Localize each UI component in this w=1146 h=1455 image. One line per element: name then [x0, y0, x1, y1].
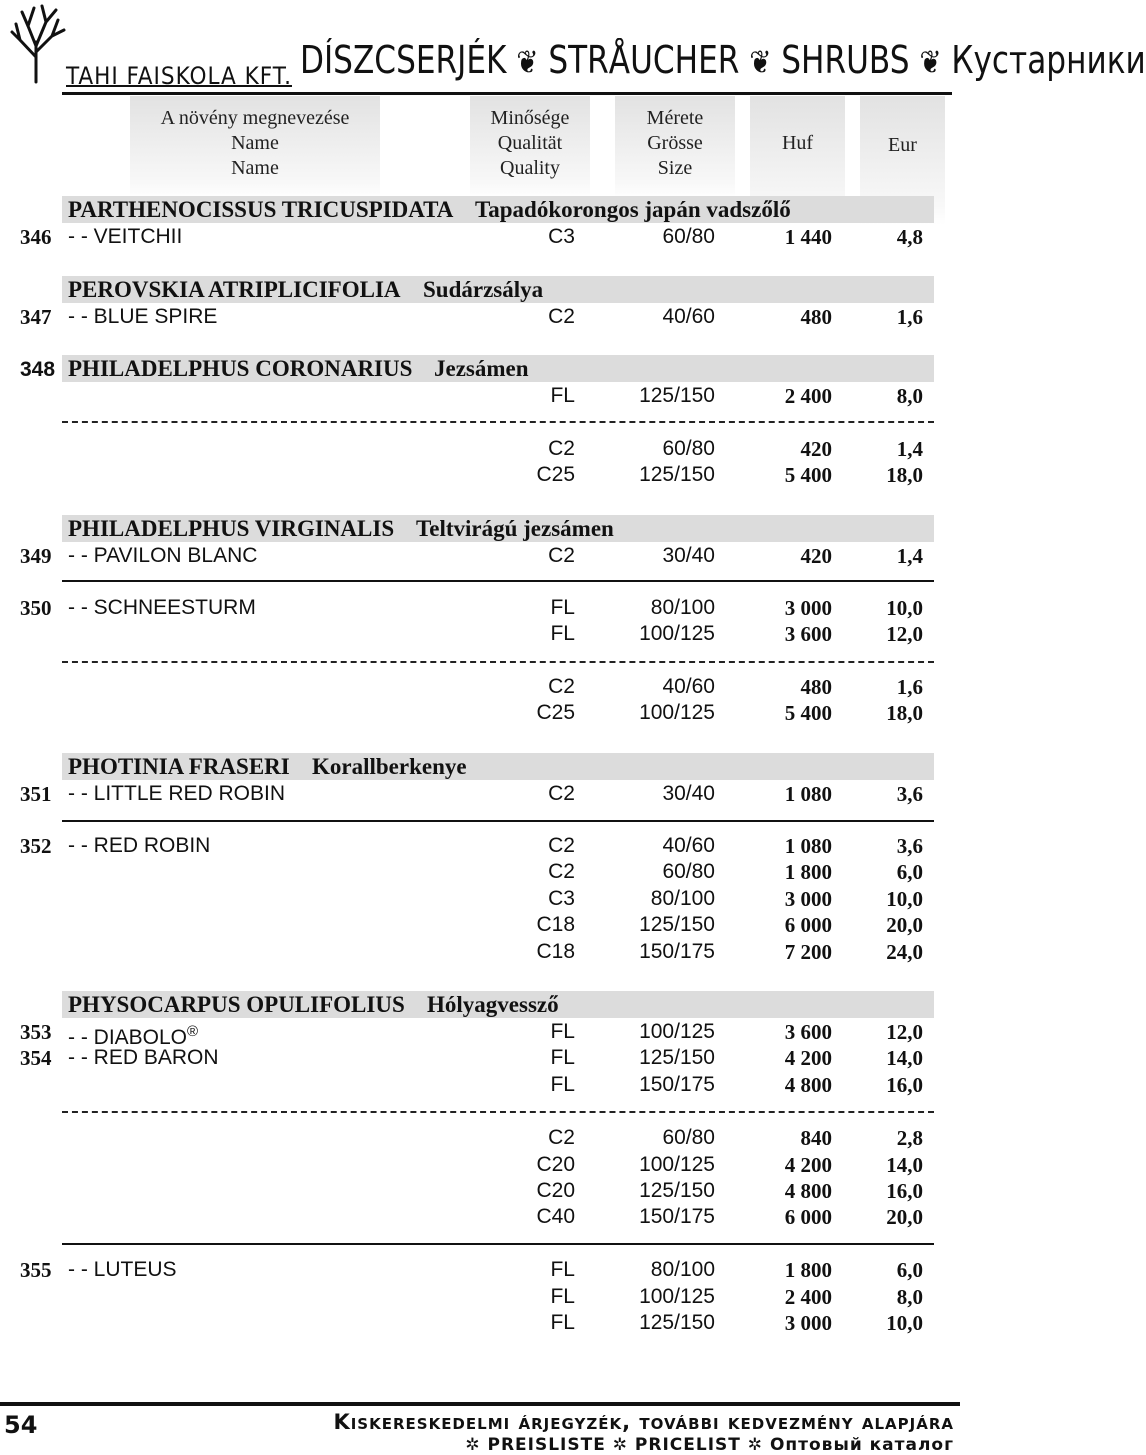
col-name-en: Name: [231, 157, 279, 179]
quality-cell: FL: [550, 596, 575, 619]
price-eur-cell: 20,0: [886, 913, 923, 937]
species-hungarian-name: Teltvirágú jezsámen: [416, 516, 614, 541]
tree-ornament-icon: ❦: [749, 43, 772, 81]
table-row: [0, 886, 960, 912]
table-row: [0, 595, 960, 621]
price-eur-cell: 12,0: [886, 1020, 923, 1044]
quality-cell: C25: [536, 463, 575, 486]
row-separator: [62, 820, 934, 822]
price-eur-cell: 14,0: [886, 1046, 923, 1070]
price-huf-cell: 3 600: [784, 1020, 832, 1044]
cultivar-name: [68, 1045, 219, 1071]
table-row: [0, 1152, 960, 1178]
quality-cell: C2: [548, 305, 575, 328]
size-cell: 60/80: [662, 437, 715, 460]
table-row: [0, 1204, 960, 1230]
price-huf-cell: 1 800: [784, 860, 832, 884]
table-row: [0, 1257, 960, 1283]
title-ru: Кустарники: [951, 38, 1146, 82]
cultivar-name: [68, 224, 182, 250]
species-header-row: [0, 277, 960, 303]
header-rule: [62, 92, 952, 95]
species-hungarian-name: Korallberkenye: [312, 754, 467, 779]
species-latin-name: PHOTINIA FRASERI: [68, 754, 290, 779]
price-huf-cell: 480: [800, 305, 832, 329]
quality-cell: C2: [548, 1126, 575, 1149]
table-row: [0, 1072, 960, 1098]
quality-cell: C40: [536, 1205, 575, 1228]
cultivar-name-text: - - DIABOLO: [68, 1026, 188, 1049]
cultivar-name-text: - - LUTEUS: [68, 1258, 177, 1281]
col-name-hu: A növény megnevezése: [160, 107, 350, 129]
species-latin-name: PHILADELPHUS CORONARIUS: [68, 356, 413, 381]
item-number: 348: [20, 358, 56, 381]
col-quality-hu: Minősége: [490, 107, 570, 129]
item-number: 347: [20, 305, 52, 329]
quality-cell: FL: [550, 384, 575, 407]
size-cell: 125/150: [639, 1311, 715, 1334]
col-size-hu: Mérete: [646, 107, 704, 129]
price-huf-cell: 1 800: [784, 1258, 832, 1282]
table-row: [0, 1019, 960, 1049]
price-eur-cell: 2,8: [896, 1126, 923, 1150]
cultivar-name-text: - - RED BARON: [68, 1046, 219, 1069]
price-huf-cell: 3 600: [784, 622, 832, 646]
price-huf-cell: 3 000: [784, 1311, 832, 1335]
cultivar-name: [68, 543, 257, 569]
quality-cell: C20: [536, 1153, 575, 1176]
col-header-size: [615, 96, 735, 198]
table-row: [0, 1310, 960, 1336]
price-eur-cell: 16,0: [886, 1179, 923, 1203]
size-cell: 40/60: [662, 305, 715, 328]
registered-mark: ®: [187, 1023, 199, 1040]
price-eur-cell: 10,0: [886, 596, 923, 620]
table-row: [0, 833, 960, 859]
species-hungarian-name: Tapadókorongos japán vadszőlő: [475, 197, 791, 222]
species-latin-name: PHILADELPHUS VIRGINALIS: [68, 516, 395, 541]
price-huf-cell: 5 400: [784, 463, 832, 487]
price-eur-cell: 6,0: [896, 860, 923, 884]
price-huf-cell: 4 800: [784, 1073, 832, 1097]
size-cell: 150/175: [639, 1205, 715, 1228]
table-row: [0, 939, 960, 965]
col-quality-de: Qualität: [497, 132, 563, 154]
table-row: [0, 383, 960, 409]
size-cell: 80/100: [650, 887, 715, 910]
cultivar-name-text: - - RED ROBIN: [68, 834, 211, 857]
species-header-row: [0, 197, 960, 223]
size-cell: 125/150: [639, 384, 715, 407]
price-eur-cell: 1,4: [896, 544, 923, 568]
quality-cell: C18: [536, 940, 575, 963]
table-row: [0, 781, 960, 807]
cultivar-name: [68, 1257, 177, 1283]
dashed-separator: [62, 421, 934, 423]
price-huf-cell: 4 800: [784, 1179, 832, 1203]
quality-cell: C2: [548, 860, 575, 883]
item-number: 355: [20, 1258, 52, 1282]
item-number: 351: [20, 782, 52, 806]
item-number: 352: [20, 834, 52, 858]
table-row: [0, 674, 960, 700]
cultivar-name-text: - - BLUE SPIRE: [68, 305, 218, 328]
species-header-row: [0, 356, 960, 382]
tree-ornament-icon: ❦: [919, 43, 942, 81]
price-eur-cell: 1,4: [896, 437, 923, 461]
size-cell: 30/40: [662, 782, 715, 805]
col-size-en: Size: [657, 157, 693, 179]
price-eur-cell: 4,8: [896, 225, 923, 249]
table-row: [0, 1045, 960, 1071]
col-name-de: Name: [231, 132, 279, 154]
quality-cell: C3: [548, 887, 575, 910]
col-header-name: [130, 96, 380, 198]
price-huf-cell: 5 400: [784, 701, 832, 725]
species-header-row: [0, 516, 960, 542]
size-cell: 150/175: [639, 1073, 715, 1096]
quality-cell: FL: [550, 1285, 575, 1308]
species-hungarian-name: Sudárzsálya: [423, 277, 544, 302]
page-number: 54: [4, 1411, 38, 1439]
col-header-quality: [470, 96, 590, 198]
table-row: [0, 1125, 960, 1151]
size-cell: 125/150: [639, 1046, 715, 1069]
table-row: [0, 304, 960, 330]
footer-pricelist-languages: ✲ PREISLISTE ✲ PRICELIST ✲ Оптовый каталог: [465, 1435, 954, 1455]
price-huf-cell: 2 400: [784, 384, 832, 408]
size-cell: 125/150: [639, 463, 715, 486]
table-row: [0, 1178, 960, 1204]
size-cell: 60/80: [662, 1126, 715, 1149]
price-eur-cell: 24,0: [886, 940, 923, 964]
price-huf-cell: 420: [800, 437, 832, 461]
size-cell: 60/80: [662, 860, 715, 883]
price-huf-cell: 1 440: [784, 225, 832, 249]
logo: [6, 2, 70, 82]
size-cell: 100/125: [639, 622, 715, 645]
size-cell: 100/125: [639, 1285, 715, 1308]
footer-pricelist-note: Kiskereskedelmi árjegyzék, további kedvezmény alapjára: [333, 1410, 954, 1434]
species-latin-name: PEROVSKIA ATRIPLICIFOLIA: [68, 277, 401, 302]
table-row: [0, 912, 960, 938]
quality-cell: C18: [536, 913, 575, 936]
title-en: SHRUBS: [781, 38, 910, 82]
dashed-separator: [62, 661, 934, 663]
table-row: [0, 462, 960, 488]
tree-icon: [6, 2, 70, 82]
quality-cell: FL: [550, 622, 575, 645]
quality-cell: C2: [548, 675, 575, 698]
price-eur-cell: 10,0: [886, 1311, 923, 1335]
species-hungarian-name: Jezsámen: [434, 356, 529, 381]
quality-cell: C2: [548, 782, 575, 805]
quality-cell: FL: [550, 1073, 575, 1096]
size-cell: 80/100: [650, 1258, 715, 1281]
size-cell: 100/125: [639, 1153, 715, 1176]
price-eur-cell: 18,0: [886, 701, 923, 725]
cultivar-name: [68, 781, 285, 807]
species-latin-name: PHYSOCARPUS OPULIFOLIUS: [68, 992, 405, 1017]
col-quality-en: Quality: [500, 157, 560, 179]
price-huf-cell: 6 000: [784, 913, 832, 937]
price-huf-cell: 2 400: [784, 1285, 832, 1309]
row-separator: [62, 1243, 934, 1245]
price-eur-cell: 1,6: [896, 675, 923, 699]
species-header-row: [0, 992, 960, 1018]
quality-cell: C25: [536, 701, 575, 724]
cultivar-name: [68, 833, 210, 859]
price-huf-cell: 3 000: [784, 887, 832, 911]
price-huf-cell: 4 200: [784, 1046, 832, 1070]
size-cell: 40/60: [662, 834, 715, 857]
item-number: 346: [20, 225, 52, 249]
size-cell: 150/175: [639, 940, 715, 963]
col-huf: Huf: [781, 132, 814, 154]
size-cell: 80/100: [650, 596, 715, 619]
price-huf-cell: 480: [800, 675, 832, 699]
species-hungarian-name: Hólyagvessző: [427, 992, 559, 1017]
title-de: STRÅUCHER: [548, 38, 740, 82]
quality-cell: C2: [548, 544, 575, 567]
price-huf-cell: 6 000: [784, 1205, 832, 1229]
size-cell: 40/60: [662, 675, 715, 698]
cultivar-name-text: - - LITTLE RED ROBIN: [68, 782, 286, 805]
col-size-de: Grösse: [647, 132, 703, 154]
company-name: TAHI FAISKOLA KFT.: [66, 62, 292, 90]
row-separator: [62, 580, 934, 582]
price-eur-cell: 8,0: [896, 1285, 923, 1309]
price-eur-cell: 3,6: [896, 834, 923, 858]
footer-rule: [0, 1402, 960, 1406]
quality-cell: C2: [548, 834, 575, 857]
price-eur-cell: 3,6: [896, 782, 923, 806]
page-title: [300, 38, 1146, 82]
cultivar-name-text: - - SCHNEESTURM: [68, 596, 256, 619]
price-eur-cell: 10,0: [886, 887, 923, 911]
price-huf-cell: 420: [800, 544, 832, 568]
dashed-separator: [62, 1111, 934, 1113]
item-number: 349: [20, 544, 52, 568]
quality-cell: C3: [548, 225, 575, 248]
col-eur: Eur: [888, 134, 917, 156]
price-eur-cell: 18,0: [886, 463, 923, 487]
title-hu: DÍSZCSERJÉK: [300, 38, 507, 82]
price-huf-cell: 7 200: [784, 940, 832, 964]
price-eur-cell: 12,0: [886, 622, 923, 646]
cultivar-name-text: - - PAVILON BLANC: [68, 544, 258, 567]
cultivar-name: [68, 304, 217, 330]
quality-cell: FL: [550, 1311, 575, 1334]
item-number: 350: [20, 596, 52, 620]
table-row: [0, 621, 960, 647]
species-header-row: [0, 754, 960, 780]
size-cell: 100/125: [639, 1020, 715, 1043]
table-row: [0, 1284, 960, 1310]
quality-cell: FL: [550, 1020, 575, 1043]
price-huf-cell: 3 000: [784, 596, 832, 620]
table-row: [0, 224, 960, 250]
table-row: [0, 700, 960, 726]
price-eur-cell: 6,0: [896, 1258, 923, 1282]
size-cell: 125/150: [639, 913, 715, 936]
cultivar-name: [68, 595, 256, 621]
size-cell: 100/125: [639, 701, 715, 724]
item-number: 354: [20, 1046, 52, 1070]
price-huf-cell: 1 080: [784, 782, 832, 806]
price-huf-cell: 4 200: [784, 1153, 832, 1177]
price-eur-cell: 1,6: [896, 305, 923, 329]
price-huf-cell: 1 080: [784, 834, 832, 858]
table-row: [0, 543, 960, 569]
size-cell: 125/150: [639, 1179, 715, 1202]
price-eur-cell: 8,0: [896, 384, 923, 408]
price-eur-cell: 20,0: [886, 1205, 923, 1229]
price-eur-cell: 16,0: [886, 1073, 923, 1097]
table-row: [0, 436, 960, 462]
species-latin-name: PARTHENOCISSUS TRICUSPIDATA: [68, 197, 454, 222]
price-huf-cell: 840: [800, 1126, 832, 1150]
quality-cell: C20: [536, 1179, 575, 1202]
quality-cell: FL: [550, 1258, 575, 1281]
price-eur-cell: 14,0: [886, 1153, 923, 1177]
table-row: [0, 859, 960, 885]
quality-cell: C2: [548, 437, 575, 460]
quality-cell: FL: [550, 1046, 575, 1069]
item-number: 353: [20, 1020, 52, 1044]
cultivar-name-text: - - VEITCHII: [68, 225, 183, 248]
tree-ornament-icon: ❦: [516, 43, 539, 81]
size-cell: 30/40: [662, 544, 715, 567]
size-cell: 60/80: [662, 225, 715, 248]
